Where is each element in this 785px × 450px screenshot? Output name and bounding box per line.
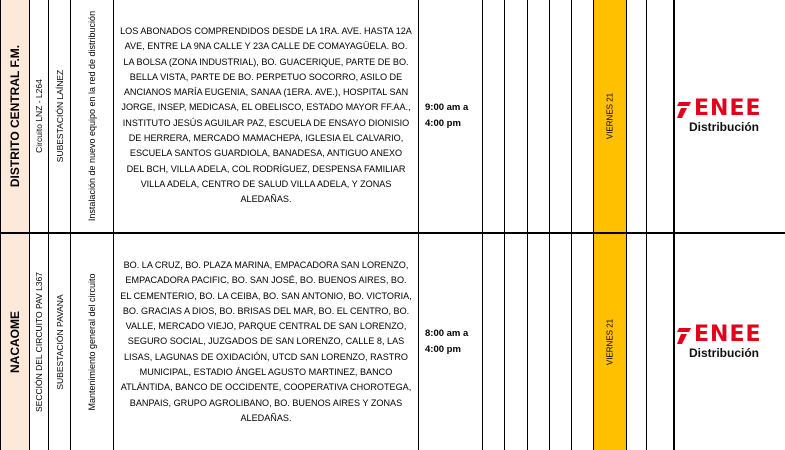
empty-cell	[483, 234, 505, 450]
enee-logo	[677, 98, 785, 134]
hora-inicio: 9:00 am a	[425, 102, 469, 113]
empty-cell	[483, 0, 505, 232]
logo-sub: Distribución	[689, 120, 760, 134]
hora-inicio: 8:00 am a	[425, 328, 469, 339]
logo-brand: ENEE	[694, 96, 762, 121]
hora-fin: 4:00 pm	[425, 118, 461, 129]
circuito-label: Circuito LNZ - L264	[34, 79, 44, 153]
trabajo-cell	[71, 0, 114, 232]
empty-cell	[572, 234, 594, 450]
horario-text	[425, 100, 480, 132]
sectores-cell	[114, 234, 419, 450]
trabajo-cell	[71, 234, 114, 450]
empty-cell	[647, 234, 675, 450]
logo-sub: Distribución	[689, 346, 760, 360]
logo-cell	[675, 0, 785, 232]
subestacion-label: SUBESTACIÓN LAÍNEZ	[54, 69, 65, 163]
table-row	[0, 234, 785, 450]
subestacion-cell	[49, 234, 71, 450]
circuito-label: SECCIÓN DEL CIRCUITO PAV L367	[34, 272, 44, 412]
empty-cell	[550, 0, 572, 232]
sectores-text: BO. LA CRUZ, BO. PLAZA MARINA, EMPACADORA SAN LORENZO, EMPACADORA PACIFIC, BO. SAN JOSÉ, BO. BUENOS AIRES, BO. EL CEMENTERIO, BO. LA CEIBA, BO. SAN ANTONIO, BO. VICTORIA, BO. GRACIAS A DIOS, BO. BRISAS DEL MAR, BO. EL CENTRO, BO. VALLE, MERCADO VIEJO, PARQUE CENTRAL DE SAN LORENZO, SEGURO SOCIAL, JUZGADOS DE SAN LORENZO, CALLE 8, LAS LISAS, LAGUNAS DE OXIDACIÓN, UTCD SAN LORENZO, RASTRO MUNICIPAL, ESTADIO ÁNGEL AGUSTO MARTINEZ, BANCO ATLÁNTIDA, BANCO DE OCCIDENTE, COOPERATIVA CHOROTEGA, BANPAIS, GRUPO AGROLIBANO, BO. BUENOS AIRES Y ZONAS ALEDAÑAS.	[120, 259, 412, 423]
empty-cell	[528, 0, 550, 232]
logo-cell	[675, 234, 785, 450]
horario-cell	[419, 234, 483, 450]
sectores-cell	[114, 0, 419, 232]
empty-cell	[647, 0, 675, 232]
zona-label: NACAOME	[8, 311, 22, 373]
dia-label: VIERNES 21	[605, 92, 615, 140]
dia-label: VIERNES 21	[605, 318, 615, 366]
dia-cell	[594, 234, 627, 450]
trabajo-label: Mantenimiento general del circuito	[87, 273, 97, 411]
subestacion-cell	[49, 0, 71, 232]
enee-mark-icon	[677, 326, 691, 344]
hora-fin: 4:00 pm	[425, 344, 461, 355]
circuito-cell	[30, 234, 49, 450]
empty-cell	[627, 234, 647, 450]
dia-cell	[594, 0, 627, 232]
subestacion-label: SUBESTACIÓN PAVANA	[54, 294, 65, 390]
enee-logo	[677, 324, 785, 360]
empty-cell	[572, 0, 594, 232]
logo-brand: ENEE	[694, 322, 762, 347]
zona-cell	[0, 234, 30, 450]
horario-text	[425, 326, 480, 358]
zona-cell	[0, 0, 30, 232]
empty-cell	[627, 0, 647, 232]
zona-label: DISTRITO CENTRAL F.M.	[8, 44, 22, 188]
empty-cell	[505, 234, 528, 450]
enee-mark-icon	[677, 100, 691, 118]
empty-cell	[550, 234, 572, 450]
trabajo-label: Instalación de nuevo equipo en la red de distribución	[87, 10, 97, 222]
empty-cell	[528, 234, 550, 450]
sectores-text: LOS ABONADOS COMPRENDIDOS DESDE LA 1RA. AVE. HASTA 12A AVE, ENTRE LA 9NA CALLE Y 23A CALLE DE COMAYAGÜELA. BO. LA BOLSA (ZONA INDUSTRIAL), BO. GUACERIQUE, PARTE DE BO. BELLA VISTA, PARTE DE BO. PERPETUO SOCORRO, ASILO DE ANCIANOS MARÍA EUGENIA, SANAA (1ERA. AVE.), HOSPITAL SAN JORGE, INSEP, MEDICASA, EL OBELISCO, ESTADO MAYOR FF.AA., INSTITUTO JESÚS AGUILAR PAZ, ESCUELA DE ENSAYO DIONISIO DE HERRERA, MERCADO MAMACHEPA, IGLESIA EL CALVARIO, ESCUELA SANTOS GUARDIOLA, BANADESA, ANTIGUO ANEXO DEL BCH, VILLA ADELA, COL RODRÍGUEZ, DESPENSA FAMILIAR VILLA ADELA, CENTRO DE SALUD VILLA ADELA, Y ZONAS ALEDAÑAS.	[120, 26, 412, 205]
circuito-cell	[30, 0, 49, 232]
horario-cell	[419, 0, 483, 232]
empty-cell	[505, 0, 528, 232]
